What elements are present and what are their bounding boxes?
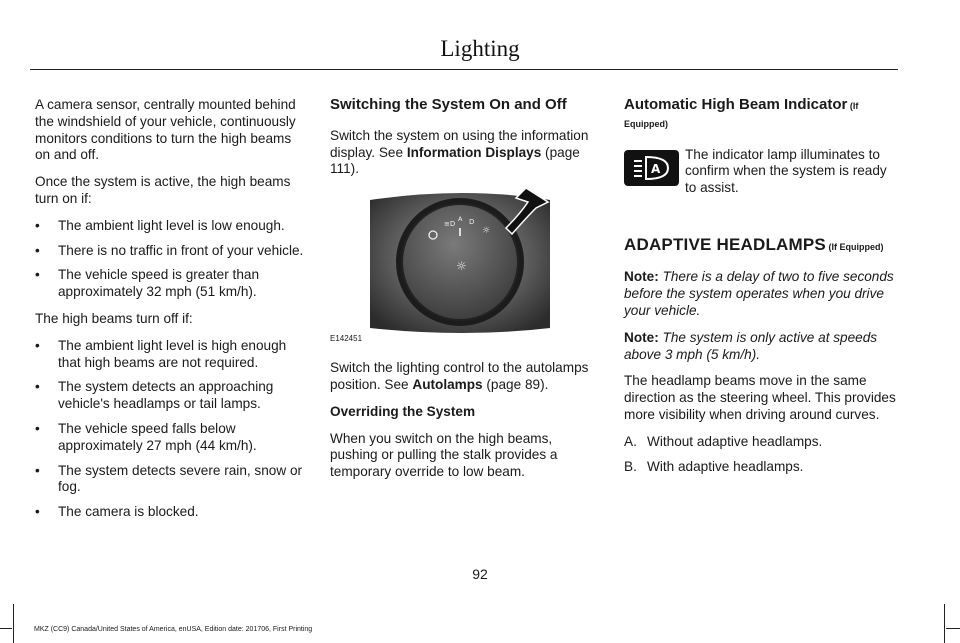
intro-paragraph: A camera sensor, centrally mounted behind the windshield of your vehicle, continuously monitors conditions to turn the high beams on and off. [35, 97, 296, 163]
info-displays-link[interactable]: Information Displays [406, 144, 542, 160]
svg-text:☼: ☼ [482, 226, 491, 237]
section-heading-adaptive [624, 234, 896, 256]
note-speed [624, 330, 896, 364]
adaptive-paragraph: The headlamp beams move in the same direction as the steering wheel. This provides more visibility when driving around curves. [624, 373, 896, 422]
override-paragraph: When you switch on the high beams, pushing or pulling the stalk provides a temporary override to low beam. [330, 430, 558, 480]
list-item: • The ambient light level is low enough. [35, 218, 307, 235]
list-item: • The system detects an approaching vehicle's headlamps or tail lamps. [35, 379, 307, 413]
list-item: • The ambient light level is high enough that high beams are not required. [35, 338, 307, 372]
note-text: There is a delay of two to five seconds before the system operates when you drive your vehicle. [624, 269, 894, 318]
page-number: 92 [472, 566, 488, 582]
header-rule [30, 69, 898, 70]
note-delay [624, 269, 896, 319]
adaptive-legend [624, 434, 896, 476]
text-span: (page 111). [330, 144, 580, 177]
autolamps-link[interactable]: Autolamps [412, 376, 483, 392]
crop-mark [13, 604, 14, 643]
svg-text:☼: ☼ [456, 259, 467, 274]
svg-text:A: A [651, 161, 661, 176]
if-equipped-label: (If Equipped) [825, 241, 884, 252]
indicator-description: The indicator lamp illuminates to confirm when the system is ready to assist. [685, 146, 887, 196]
item-text: With adaptive headlamps. [647, 458, 804, 474]
figure-code: E142451 [330, 334, 363, 344]
list-item: • The vehicle speed is greater than approximately 32 mph (51 km/h). [35, 267, 307, 301]
column-middle [330, 97, 600, 491]
svg-text:A: A [458, 215, 463, 224]
autolamps-paragraph [330, 360, 600, 394]
crop-mark [944, 604, 945, 643]
svg-text:D: D [469, 218, 475, 227]
section-heading-indicator [624, 97, 896, 133]
lighting-control-figure [330, 188, 600, 348]
text-span: Switch the lighting control to the autolamps position. See [330, 360, 589, 392]
footer-edition: MKZ (CC9) Canada/United States of America, enUSA, Edition date: 201706, First Printing [34, 626, 313, 633]
text-span: (page 89). [482, 376, 549, 392]
list-item [624, 459, 896, 476]
turn-off-list [35, 338, 307, 521]
crop-mark [946, 628, 960, 629]
list-item: • The camera is blocked. [35, 504, 307, 521]
item-text: Without adaptive headlamps. [647, 433, 823, 449]
list-item: • The system detects severe rain, snow or fog. [35, 463, 307, 497]
turn-off-intro: The high beams turn off if: [35, 310, 193, 326]
list-item: • The vehicle speed falls below approximately 27 mph (44 km/h). [35, 421, 307, 455]
turn-on-list [35, 218, 307, 301]
crop-mark [0, 628, 12, 629]
heading-text: Automatic High Beam Indicator [624, 96, 848, 113]
svg-text:≡D: ≡D [444, 220, 456, 229]
indicator-row [624, 147, 896, 219]
list-item: • There is no traffic in front of your vehicle. [35, 243, 307, 260]
list-item [624, 434, 896, 451]
item-marker: B. [624, 458, 637, 474]
turn-on-intro: Once the system is active, the high beams turn on if: [35, 174, 291, 206]
section-heading-switching: Switching the System On and Off [330, 96, 567, 113]
note-text: The system is only active at speeds above 3 mph (5 km/h). [624, 329, 878, 362]
column-right [624, 97, 896, 483]
if-equipped-label: (If Equipped) [624, 101, 859, 129]
text-span: Switch the system on using the information display. See [330, 127, 589, 160]
auto-high-beam-icon [624, 150, 679, 186]
column-left [35, 97, 307, 531]
heading-text: ADAPTIVE HEADLAMPS [624, 234, 826, 254]
switch-on-paragraph [330, 128, 600, 178]
lighting-control-dial [330, 188, 600, 348]
note-label: Note: [624, 329, 663, 345]
page-header-title: Lighting [440, 36, 520, 61]
subheading-overriding: Overriding the System [330, 403, 476, 419]
note-label: Note: [624, 269, 663, 285]
item-marker: A. [624, 433, 637, 449]
